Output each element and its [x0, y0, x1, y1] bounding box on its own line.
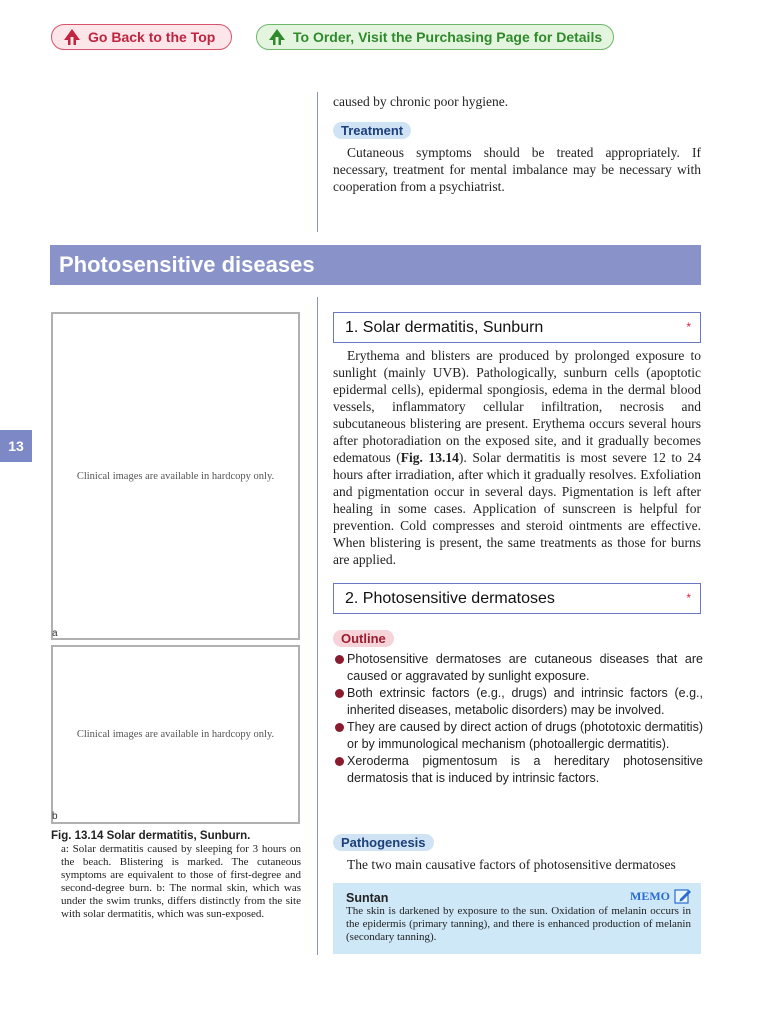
- column-divider-main: [317, 297, 318, 955]
- treatment-label: Treatment: [333, 122, 411, 139]
- treatment-paragraph: Cutaneous symptoms should be treated appropriately. If necessary, treatment for mental imbalance may be necessary with cooperation from a psychiatrist.: [333, 145, 701, 194]
- memo-text: The skin is darkened by exposure to the sun. Oxidation of melanin occurs in the epidermis (primary tanning), and there is enhanced production of melanin (secondary tanning).: [346, 905, 691, 943]
- pathogenesis-paragraph: The two main causative factors of photosensitive dermatoses: [347, 857, 676, 872]
- bullet-dot-icon: [335, 723, 344, 732]
- solar-dermatitis-heading: [333, 312, 701, 343]
- memo-title: Suntan: [346, 891, 389, 905]
- image-placeholder-text: Clinical images are available in hardcopy only.: [76, 729, 275, 740]
- importance-star: *: [686, 320, 691, 334]
- continued-paragraph: caused by chronic poor hygiene.: [333, 94, 509, 109]
- memo-badge: MEMO: [630, 889, 670, 903]
- bullet-dot-icon: [335, 689, 344, 698]
- image-placeholder-text: Clinical images are available in hardcopy only.: [76, 471, 275, 482]
- go-back-top-label: Go Back to the Top: [88, 29, 216, 45]
- list-item: Both extrinsic factors (e.g., drugs) and intrinsic factors (e.g., inherited diseases, metabolic disorders) may be involved.: [335, 685, 703, 719]
- chapter-tab: 13: [0, 430, 32, 462]
- outline-label: Outline: [333, 630, 394, 647]
- heading-text: 2. Photosensitive dermatoses: [345, 590, 555, 607]
- list-item: Photosensitive dermatoses are cutaneous diseases that are caused or aggravated by sunlight exposure.: [335, 651, 703, 685]
- order-page-button[interactable]: [256, 24, 614, 50]
- column-divider-top: [317, 92, 318, 232]
- image-a-label: a: [52, 628, 58, 639]
- heading-text: 1. Solar dermatitis, Sunburn: [345, 319, 544, 336]
- up-arrow-icon: [62, 28, 82, 46]
- order-page-label: To Order, Visit the Purchasing Page for Details: [293, 29, 603, 45]
- photosensitive-dermatoses-heading: [333, 583, 701, 614]
- up-arrow-icon: [267, 28, 287, 46]
- caption-body: a: Solar dermatitis caused by sleeping for 3 hours on the beach. Blistering is marked. The cutaneous symptoms are equivalent to those of first-degree and second-degree burn. b: The normal skin, which was under the swim trunks, differs distinctly from the site with solar dermatitis, which was sun-exposed.: [61, 843, 301, 920]
- solar-dermatitis-paragraph: Erythema and blisters are produced by prolonged exposure to sunlight (mainly UVB). Pathologically, sunburn cells (apoptotic epidermal cells), epidermal spongiosis, edema in the dermal blood vessels, inflammatory cellular infiltration, necrosis and subcutaneous blistering are present. Erythema occurs several hours after photoradiation on the exposed site, and it gradually becomes edematous (Fig. 13.14). Solar dermatitis is most severe 12 to 24 hours after irradiation, after which it gradually resolves. Exfoliation and pigmentation occur in several days. Pigmentation is left after healing in some cases. Application of sunscreen is helpful for prevention. Cold compresses and steroid ointments are effective. When blistering is present, the same treatments as those for burns are applied.: [333, 348, 702, 567]
- memo-box: [333, 883, 701, 954]
- pathogenesis-label: Pathogenesis: [333, 834, 434, 851]
- figure-reference[interactable]: Fig. 13.14: [400, 450, 459, 465]
- go-back-top-button[interactable]: [51, 24, 232, 50]
- image-b-label: b: [52, 811, 58, 822]
- bullet-dot-icon: [335, 655, 344, 664]
- list-item: They are caused by direct action of drugs (phototoxic dermatitis) or by immunological mechanism (photoallergic dermatitis).: [335, 719, 703, 753]
- list-item: Xeroderma pigmentosum is a hereditary photosensitive dermatosis that is induced by intrinsic factors.: [335, 753, 703, 787]
- figure-caption: [51, 829, 301, 921]
- importance-star: *: [686, 591, 691, 605]
- caption-title: Fig. 13.14 Solar dermatitis, Sunburn.: [51, 830, 251, 842]
- clinical-image-b: [51, 645, 300, 824]
- section-title: Photosensitive diseases: [50, 245, 701, 285]
- outline-list: [335, 651, 703, 787]
- clinical-image-a: [51, 312, 300, 640]
- pencil-icon: [674, 887, 692, 905]
- bullet-dot-icon: [335, 757, 344, 766]
